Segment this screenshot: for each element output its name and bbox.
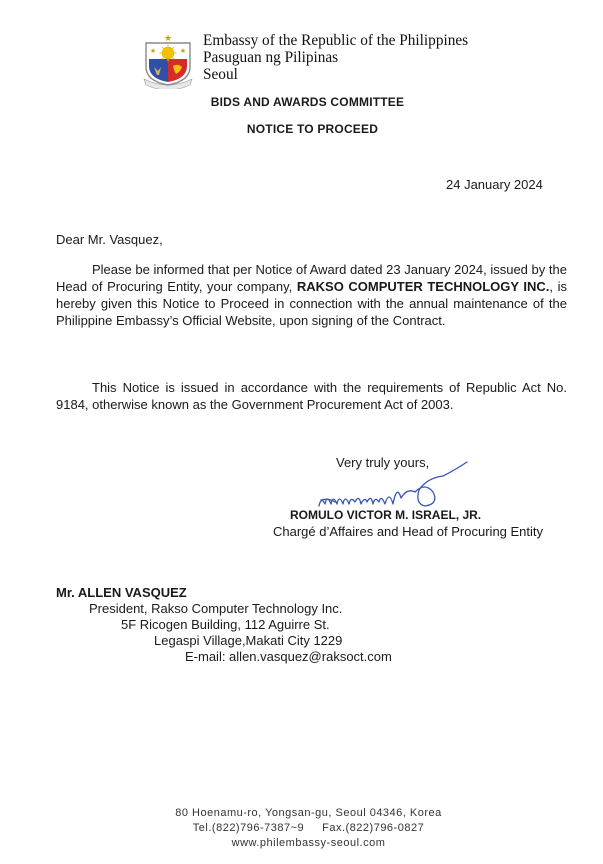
recipient-address-line-1: 5F Ricogen Building, 112 Aguirre St. bbox=[121, 617, 330, 632]
embassy-name-filipino: Pasuguan ng Pilipinas bbox=[203, 49, 339, 66]
recipient-position: President, Rakso Computer Technology Inc. bbox=[89, 601, 343, 616]
signer-name: ROMULO VICTOR M. ISRAEL, JR. bbox=[290, 508, 482, 522]
body-paragraph-2 bbox=[56, 379, 567, 413]
paragraph-1-text: Please be informed that per Notice of Award dated 23 January 2024, issued by the Head of Procuring Entity, your company, bbox=[56, 262, 567, 294]
footer-tel: Tel.(822)796-7387~9 bbox=[192, 822, 305, 834]
letter-date: 24 January 2024 bbox=[446, 177, 543, 192]
recipient-name: Mr. ALLEN VASQUEZ bbox=[56, 585, 187, 600]
salutation: Dear Mr. Vasquez, bbox=[56, 232, 163, 247]
signer-title: Chargé d’Affaires and Head of Procuring Entity bbox=[273, 524, 544, 539]
recipient-address-line-2: Legaspi Village,Makati City 1229 bbox=[154, 633, 343, 648]
valediction: Very truly yours, bbox=[336, 455, 430, 470]
body-paragraph-1 bbox=[56, 261, 567, 329]
letterhead bbox=[203, 32, 468, 83]
footer-website[interactable]: www.philembassy-seoul.com bbox=[231, 837, 386, 849]
svg-text:★: ★ bbox=[179, 47, 187, 55]
paragraph-1-text-cont: , is hereby given this Notice to Proceed in connection with the annual maintenance of the Philippine Embassy’s Official Website, upon signing of the Contract. bbox=[56, 279, 567, 328]
svg-text:★: ★ bbox=[149, 47, 157, 55]
footer-fax: Fax.(822)796-0827 bbox=[322, 822, 425, 834]
embassy-name: Embassy of the Republic of the Philippines bbox=[203, 32, 469, 49]
company-name: RAKSO COMPUTER TECHNOLOGY INC. bbox=[296, 279, 550, 294]
footer-address: 80 Hoenamu-ro, Yongsan-gu, Seoul 04346, Korea bbox=[175, 807, 442, 819]
footer-contact bbox=[0, 821, 603, 836]
committee-heading: BIDS AND AWARDS COMMITTEE bbox=[210, 95, 405, 109]
svg-text:★: ★ bbox=[163, 34, 173, 44]
recipient-email: E-mail: allen.vasquez@raksoct.com bbox=[185, 649, 392, 664]
paragraph-2-text: This Notice is issued in accordance with the requirements of Republic Act No. 9184, otherwise known as the Government Procurement Act of 2003. bbox=[56, 380, 567, 412]
document-title: NOTICE TO PROCEED bbox=[246, 122, 379, 136]
embassy-seal-icon bbox=[140, 29, 196, 89]
embassy-city: Seoul bbox=[203, 66, 238, 83]
